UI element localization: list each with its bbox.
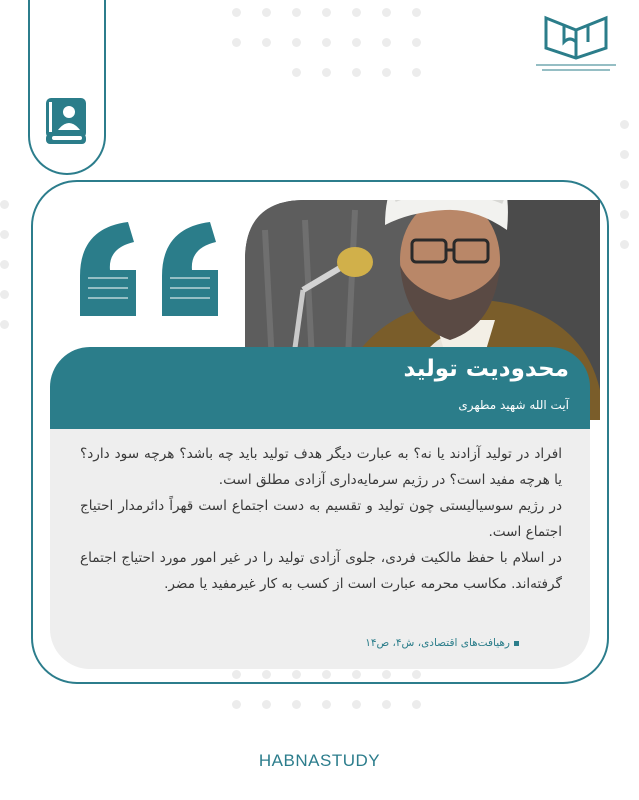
quote-title: محدودیت تولید [403,356,569,382]
citation [365,637,519,649]
citation-text: رهیافت‌های اقتصادی، ش۴، ص۱۴ [365,637,510,649]
footer-brand: HABNASTUDY [258,751,381,770]
quotation-mark-icon [70,212,228,322]
quote-paragraph-1: افراد در تولید آزادند یا نه؟ به عبارت دیگر هدف تولید باید چه باشد؟ هرچه سود دارد؟ یا هرچه مفید است؟ در رژیم سرمایه‌داری آزادی مطلق است. [80,446,562,488]
quote-paragraph-3: در اسلام با حفظ مالکیت فردی، جلوی آزادی تولید را در غیر امور مورد احتیاج اجتماع گرفته‌اند. مکاسب محرمه عبارت است از کسب به کار غیرمفید یا مضر. [80,550,562,592]
reader-book-icon [44,96,88,146]
citation-bullet-icon [514,641,519,646]
side-tab [28,0,106,175]
quote-author: آیت الله شهید مطهری [458,398,569,412]
quote-paragraph-2: در رژیم سوسیالیستی چون تولید و تقسیم به دست اجتماع است قهراً دائرمدار احتیاج اجتماع است. [80,498,562,540]
book-logo-icon [532,12,620,74]
